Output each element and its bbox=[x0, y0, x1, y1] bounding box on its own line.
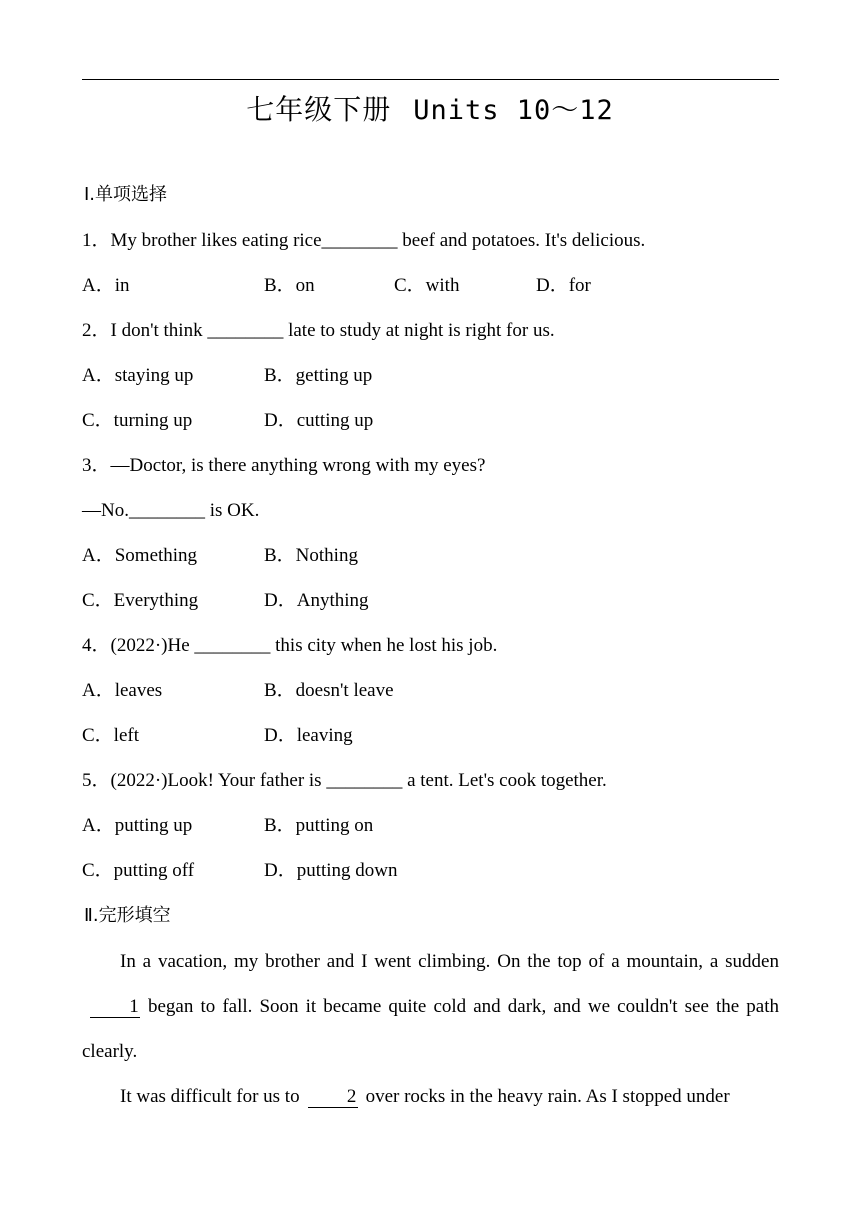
q5-option-c[interactable]: C．putting off bbox=[82, 860, 195, 881]
q4-option-b[interactable]: B．doesn't leave bbox=[264, 680, 394, 701]
q3-option-d[interactable]: D．Anything bbox=[264, 590, 369, 611]
q3-option-a[interactable]: A．Something bbox=[82, 545, 198, 566]
question-2-stem: 2．I don't think ________ late to study at night is right for us. bbox=[82, 320, 555, 341]
q3-option-b[interactable]: B．Nothing bbox=[264, 545, 358, 566]
q1-option-b[interactable]: B．on bbox=[264, 275, 315, 296]
cloze-blank-2[interactable]: 2 bbox=[308, 1087, 358, 1108]
q1-option-d[interactable]: D．for bbox=[536, 275, 591, 296]
question-3-stem: 3．—Doctor, is there anything wrong with my eyes? bbox=[82, 455, 486, 476]
q2-option-d[interactable]: D．cutting up bbox=[264, 410, 374, 431]
q5-option-b[interactable]: B．putting on bbox=[264, 815, 374, 836]
q4-option-d[interactable]: D．leaving bbox=[264, 725, 353, 746]
section-heading-cloze: Ⅱ.完形填空 bbox=[84, 905, 171, 926]
question-5-stem: 5．(2022·)Look! Your father is ________ a tent. Let's cook together. bbox=[82, 770, 607, 791]
q5-option-a[interactable]: A．putting up bbox=[82, 815, 193, 836]
q2-option-b[interactable]: B．getting up bbox=[264, 365, 373, 386]
cloze-blank-1[interactable]: 1 bbox=[90, 997, 140, 1018]
question-4-stem: 4．(2022·)He ________ this city when he lost his job. bbox=[82, 635, 498, 656]
q1-option-c[interactable]: C．with bbox=[394, 275, 460, 296]
q1-option-a[interactable]: A．in bbox=[82, 275, 130, 296]
title-grade: 七年级下册 bbox=[246, 93, 392, 126]
header-rule bbox=[82, 79, 779, 80]
page-title bbox=[0, 88, 860, 128]
cloze-passage bbox=[82, 939, 779, 1119]
q4-option-c[interactable]: C．left bbox=[82, 725, 139, 746]
cloze-paragraph-1 bbox=[82, 939, 779, 1074]
q4-option-a[interactable]: A．leaves bbox=[82, 680, 163, 701]
cloze-p1-text-a: In a vacation, my brother and I went climbing. On the top of a mountain, a sudden bbox=[120, 951, 779, 972]
question-3-response: —No.________ is OK. bbox=[82, 500, 260, 521]
title-units: Units 10～12 bbox=[413, 95, 614, 126]
cloze-p2-text-a: It was difficult for us to bbox=[120, 1086, 300, 1107]
cloze-p2-text-b: over rocks in the heavy rain. As I stopped under bbox=[365, 1086, 730, 1107]
question-1-stem: 1．My brother likes eating rice________ beef and potatoes. It's delicious. bbox=[82, 230, 646, 251]
section-heading-choice: Ⅰ.单项选择 bbox=[84, 184, 168, 205]
q3-option-c[interactable]: C．Everything bbox=[82, 590, 199, 611]
q2-option-c[interactable]: C．turning up bbox=[82, 410, 193, 431]
cloze-p1-text-b: began to fall. Soon it became quite cold and dark, and we couldn't see the path clearly. bbox=[82, 996, 779, 1062]
q2-option-a[interactable]: A．staying up bbox=[82, 365, 194, 386]
q5-option-d[interactable]: D．putting down bbox=[264, 860, 398, 881]
cloze-paragraph-2 bbox=[82, 1074, 779, 1119]
